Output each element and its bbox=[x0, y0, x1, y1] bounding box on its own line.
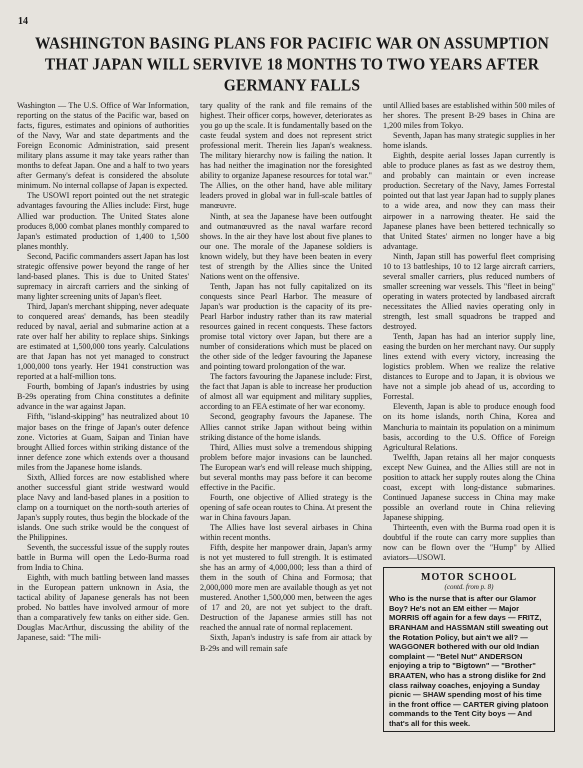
paragraph: tary quality of the rank and file remains of the highest. Their officer corps, however, deteriorates as you go up the scale. It is fundamentally based on the caste feudal system and does not represent strict professional merit. Therein lies Japan's weakness. The military hierarchy now is failing the nation. It has had neither the imagination nor the foresighted ability to organize Japanese resources for total war." The Allies, on the other hand, have able military leaders proved in global war in full-scale battles of manœuvre. bbox=[200, 101, 372, 211]
paragraph: Thirteenth, even with the Burma road open it is doubtful if the route can carry more supplies than now can be flown over the "Hump" by Allied aviators—USOWI. bbox=[383, 522, 555, 563]
paragraph: Third, Japan's merchant shipping, never adequate to conquered areas' demands, has been steadily reduced by naval, aerial and submarine action at a rate over half her ability to replace ships. Sinkings are estimated at 1,500,000 tons yearly. Calculations are that Japan has not yet managed to construct 1,000,000 tons yearly. Her 1941 construction was reported at a half-million tons. bbox=[17, 301, 189, 382]
paragraph: Sixth, Japan's industry is safe from air attack by B-29s and will remain safe bbox=[200, 633, 372, 653]
paragraph: Third, Allies must solve a tremendous shipping problem before major invasions can be launched. The European war's end will release much shipping, but several months may pass before it can become effective in the Pacific. bbox=[200, 442, 372, 492]
paragraph: The factors favouring the Japanese include: First, the fact that Japan is able to increase her production of almost all war equipment and military supplies, according to an FEA estimate of her war economy. bbox=[200, 372, 372, 412]
paragraph: Eleventh, Japan is able to produce enough food on its home islands, north China, Korea and Manchuria to maintain its population on a minimum basis, according to the U.S. Office of Foreign Agricultural Relations. bbox=[383, 402, 555, 452]
box-text: Who is the nurse that is after our Glamor Boy? He's not an EM either — Major MORRIS off again for a few days — FRITZ, BRANHAM and HASSMAN still sweating out the Rotation Policy, but ain't we all? — WAGGONER bothered with our old Indian complaint — "Betel Nut" ANDERSON enjoying a trip to "Bigtown" — "Brother" BRAATEN, who has a strong dislike for 2nd class railway coaches, enjoying a Sunday picnic — SHAW spending most of his time in the front office — CARTER giving platoon commands to the Tent City boys — And that's all for this week. bbox=[389, 594, 549, 728]
paragraph: Sixth, Allied forces are now established where another successful giant stride westward would place Navy and land-based planes in a position to clamp on a tourniquet on the north-south arteries of Japan's supply routes, thus begin the blockade of the islands. One such strike would be the conquest of the Philippines. bbox=[17, 472, 189, 543]
paragraph: Seventh, Japan has many strategic supplies in her home islands. bbox=[383, 131, 555, 151]
paragraph: Ninth, at sea the Japanese have been outfought and outmanœuvred as the naval warfare record shows. In the air they have lost about five planes to our one. The morale of the Japanese soldiers is known widely, but they have been beaten in every test of strength by the Allies since the United Nations went on the offensive. bbox=[200, 211, 372, 281]
paragraph: Second, Pacific commanders assert Japan has lost strategic offensive power beyond the range of her land-based planes. This is due to United States' supremacy in aircraft carriers and the sinking of many lighter screening units of Japan's fleet. bbox=[17, 251, 189, 301]
column-2 bbox=[200, 101, 372, 732]
paragraph: The USOWI report pointed out the net strategic advantages favouring the Allies include: First, huge Allied war production. The United States alone produces 8,000 combat planes monthly compared to Japan's estimated production of 1,400 to 1,500 planes monthly. bbox=[17, 191, 189, 251]
paragraph: Twelfth, Japan retains all her major conquests except New Guinea, and the Allies still are not in position to attack her supply routes along the China coast, except with long-distance submarines. Continued Japanese success in China may make possible an overland route in China relieving Japanese shipping. bbox=[383, 452, 555, 522]
paragraph: Tenth, Japan has not fully capitalized on its conquests since Pearl Harbor. The measure of Japan's war production is the capacity of its pre-Pearl Harbor industry rather than its raw material resources gained in recent conquests. These factors promise total victory over Japan, but there are a number of considerations which must be placed on the other side of the ledger favouring the Japanese and pointing toward prolongation of the war. bbox=[200, 281, 372, 372]
paragraph: until Allied bases are established within 500 miles of her shores. The present B-29 bases in China are 1,200 miles from Tokyo. bbox=[383, 101, 555, 131]
paragraph: Eighth, despite aerial losses Japan currently is able to produce planes as fast as we destroy them, and probably can maintain or even increase production. Secretary of the Navy, James Forrestal pointed out that last year Japan had to supply planes to a wide area, and now they can mass their airpower in a narrowing theater. He said the Japanese planes have been bettered technically so that United States' airmen no longer have a big advantage. bbox=[383, 151, 555, 251]
paragraph: Eighth, with much battling between land masses in the European pattern unknown in Asia, the tactical ability of Japanese generals has not been probed. No battles have involved armour of more than a comparatively few tanks on either side. Gen. Douglas MacArthur, discussing the ability of the Japanese, said: "The mili- bbox=[17, 573, 189, 643]
paragraph: Washington — The U.S. Office of War Information, reporting on the status of the Pacific war, based on facts, figures, estimates and opinions of authorities of the Navy, War and state departments and the Foreign Economic Administration, said present military plans assume it may take years rather than months to defeat Japan. One and a half to two years after Germany's defeat is considered the absolute minimum. No internal collapse of Japan is expected. bbox=[17, 101, 189, 191]
motor-school-box bbox=[383, 567, 555, 732]
paragraph: Fifth, "island-skipping" has neutralized about 10 major bases on the fringe of Japan's outer defence zone. Victories at Guam, Saipan and Tinian have brought Allied forces within striking distance of the inner defence zone which extends over a thousand miles from the Japanese home islands. bbox=[17, 412, 189, 472]
paragraph: Second, geography favours the Japanese. The Allies cannot strike Japan without being within striking distance of the home islands. bbox=[200, 412, 372, 442]
headline: WASHINGTON BASING PLANS FOR PACIFIC WAR ON ASSUMPTION THAT JAPAN WILL SERVIVE 18 MONTHS TO TWO YEARS AFTER GERMANY FALLS bbox=[35, 34, 549, 95]
article-columns bbox=[17, 101, 567, 732]
page-number: 14 bbox=[18, 16, 28, 27]
column-3 bbox=[383, 101, 555, 732]
paragraph: Tenth, Japan has had an interior supply line, easing the burden on her merchant navy. Our supply lines extend with every victory, increasing the logistics problem. When we realize the relative distances to Europe and to Japan, it is obvious we have not a simple job ahead of us, according to Forrestal. bbox=[383, 332, 555, 402]
paragraph: Seventh, the successful issue of the supply routes battle in Burma will open the Ledo-Burma road from India to China. bbox=[17, 543, 189, 573]
paragraph: Fourth, one objective of Allied strategy is the opening of safe ocean routes to China. At present the war in China favours Japan. bbox=[200, 492, 372, 522]
paragraph: The Allies have lost several airbases in China within recent months. bbox=[200, 522, 372, 543]
paragraph: Fifth, despite her manpower drain, Japan's army is not yet mustered to full strength. It is estimated she has an army of 4,000,000; less than a third of them in the south of China and Formosa; that 2,000,000 more men are available though as yet not mustered. Another 1,500,000 men, between the ages of 17 and 20, are not yet subject to the draft. Destruction of the Japanese armies still has not reached the annual rate of normal replacement. bbox=[200, 543, 372, 633]
paragraph: Ninth, Japan still has powerful fleet comprising 10 to 13 battleships, 10 to 12 large aircraft carriers, several smaller carriers, plus reduced numbers of smaller screening war vessels. This "fleet in being" operating in waters protected by landbased aircraft necessitates the Allied navies operating only in strength, lest small squadrons be trapped and destroyed. bbox=[383, 251, 555, 332]
column-1 bbox=[17, 101, 189, 732]
box-title: MOTOR SCHOOL bbox=[421, 572, 517, 584]
box-subtitle: (contd. from p. 8) bbox=[444, 583, 494, 592]
paragraph: Fourth, bombing of Japan's industries by using B-29s operating from China constitutes a definite advance in the war against Japan. bbox=[17, 382, 189, 412]
